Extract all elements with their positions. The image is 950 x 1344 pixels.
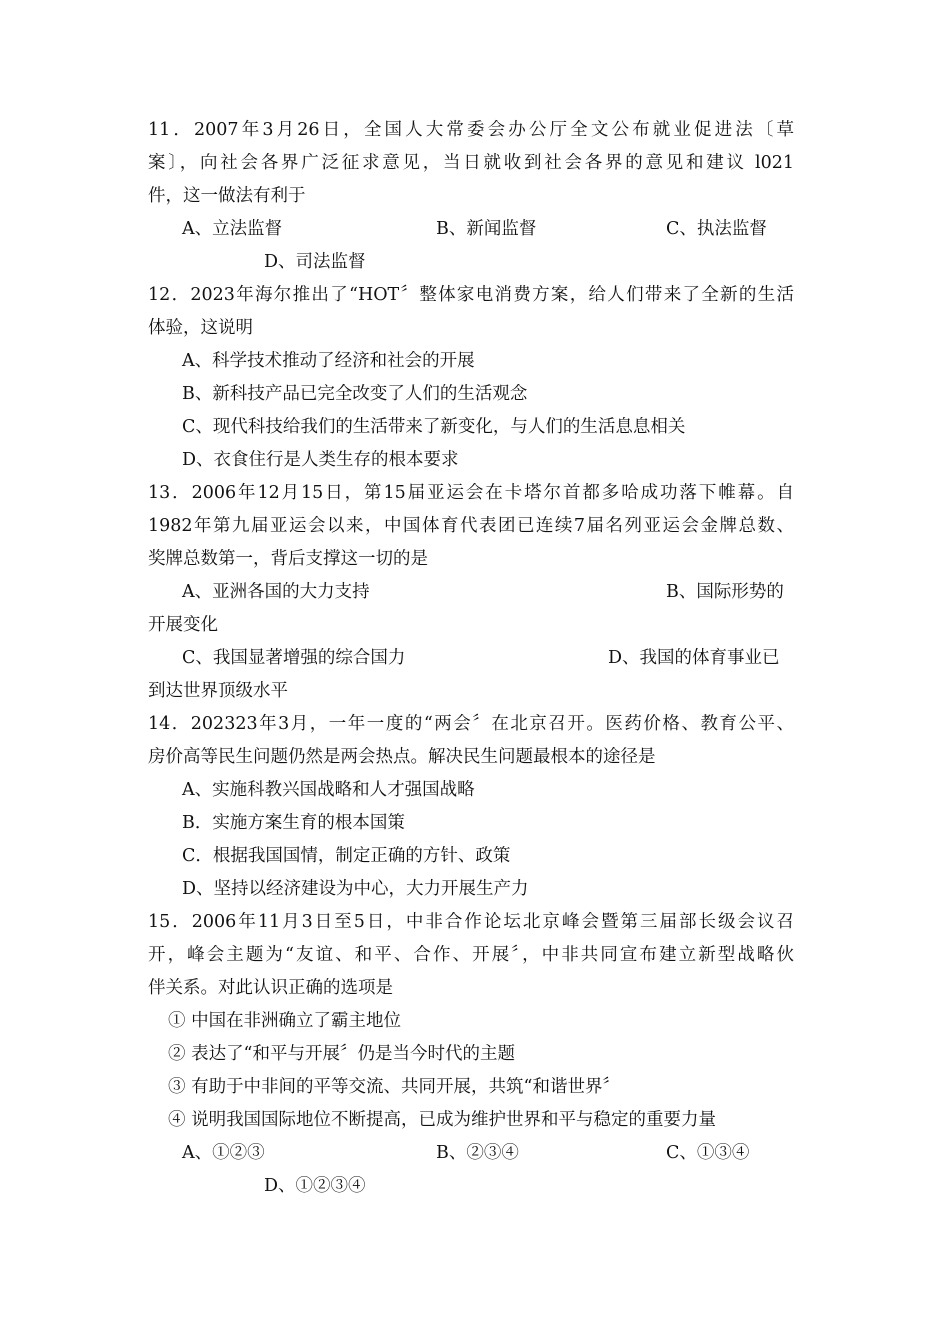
q11-option-d: D、司法监督 [264, 252, 366, 272]
q15-option-d: D、①②③④ [264, 1176, 366, 1196]
q12-stem-line1: 12．2023年海尔推出了“HOT〞整体家电消费方案，给人们带来了全新的生活 [148, 285, 794, 305]
q15-option-c: C、①③④ [666, 1143, 750, 1163]
q13-stem-line3: 奖牌总数第一，背后支撑这一切的是 [148, 549, 428, 569]
q12-option-a: A、科学技术推动了经济和社会的开展 [182, 351, 475, 371]
q12-option-b: B、新科技产品已完全改变了人们的生活观念 [182, 384, 528, 404]
q14-option-d: D、坚持以经济建设为中心，大力开展生产力 [182, 879, 529, 899]
q15-statement-2: ② 表达了“和平与开展〞仍是当今时代的主题 [168, 1044, 516, 1064]
q13-option-b-continued: 开展变化 [148, 615, 218, 635]
q14-option-c: C．根据我国国情，制定正确的方针、政策 [182, 846, 511, 866]
q15-statement-1: ① 中国在非洲确立了霸主地位 [168, 1011, 402, 1031]
q15-stem-line3: 伴关系。对此认识正确的选项是 [148, 978, 393, 998]
q11-stem-line2: 案〕，向社会各界广泛征求意见，当日就收到社会各界的意见和建议 l021 [148, 153, 794, 173]
q14-option-b: B．实施方案生育的根本国策 [182, 813, 405, 833]
q12-stem-line2: 体验，这说明 [148, 318, 253, 338]
q13-option-a: A、亚洲各国的大力支持 [182, 582, 370, 602]
q14-stem-line2: 房价高等民生问题仍然是两会热点。解决民生问题最根本的途径是 [148, 747, 656, 767]
q14-stem-line1: 14．202323年3月，一年一度的“两会〞在北京召开。医药价格、教育公平、 [148, 714, 794, 734]
q15-statement-3: ③ 有助于中非间的平等交流、共同开展，共筑“和谐世界〞 [168, 1077, 621, 1097]
q13-option-d: D、我国的体育事业已 [608, 648, 780, 668]
q11-stem-line1: 11．2007年3月26日，全国人大常委会办公厅全文公布就业促进法〔草 [148, 120, 794, 140]
q11-option-a: A、立法监督 [182, 219, 283, 239]
q15-stem-line2: 开，峰会主题为“友谊、和平、合作、开展〞，中非共同宣布建立新型战略伙 [148, 945, 794, 965]
q11-stem-line3: 件，这一做法有利于 [148, 186, 306, 206]
q13-stem-line2: 1982年第九届亚运会以来，中国体育代表团已连续7届名列亚运会金牌总数、 [148, 516, 794, 536]
q11-option-c: C、执法监督 [666, 219, 767, 239]
q14-option-a: A、实施科教兴国战略和人才强国战略 [182, 780, 475, 800]
q12-option-d: D、衣食住行是人类生存的根本要求 [182, 450, 459, 470]
q13-option-b: B、国际形势的 [666, 582, 784, 602]
q13-stem-line1: 13．2006年12月15日，第15届亚运会在卡塔尔首都多哈成功落下帷幕。自 [148, 483, 794, 503]
q12-option-c: C、现代科技给我们的生活带来了新变化，与人们的生活息息相关 [182, 417, 686, 437]
q15-statement-4: ④ 说明我国国际地位不断提高，已成为维护世界和平与稳定的重要力量 [168, 1110, 717, 1130]
q13-option-c: C、我国显著增强的综合国力 [182, 648, 406, 668]
q13-option-d-continued: 到达世界顶级水平 [148, 681, 288, 701]
q11-option-b: B、新闻监督 [436, 219, 537, 239]
q15-option-a: A、①②③ [182, 1143, 265, 1163]
q15-option-b: B、②③④ [436, 1143, 519, 1163]
q15-stem-line1: 15．2006年11月3日至5日，中非合作论坛北京峰会暨第三届部长级会议召 [148, 912, 794, 932]
